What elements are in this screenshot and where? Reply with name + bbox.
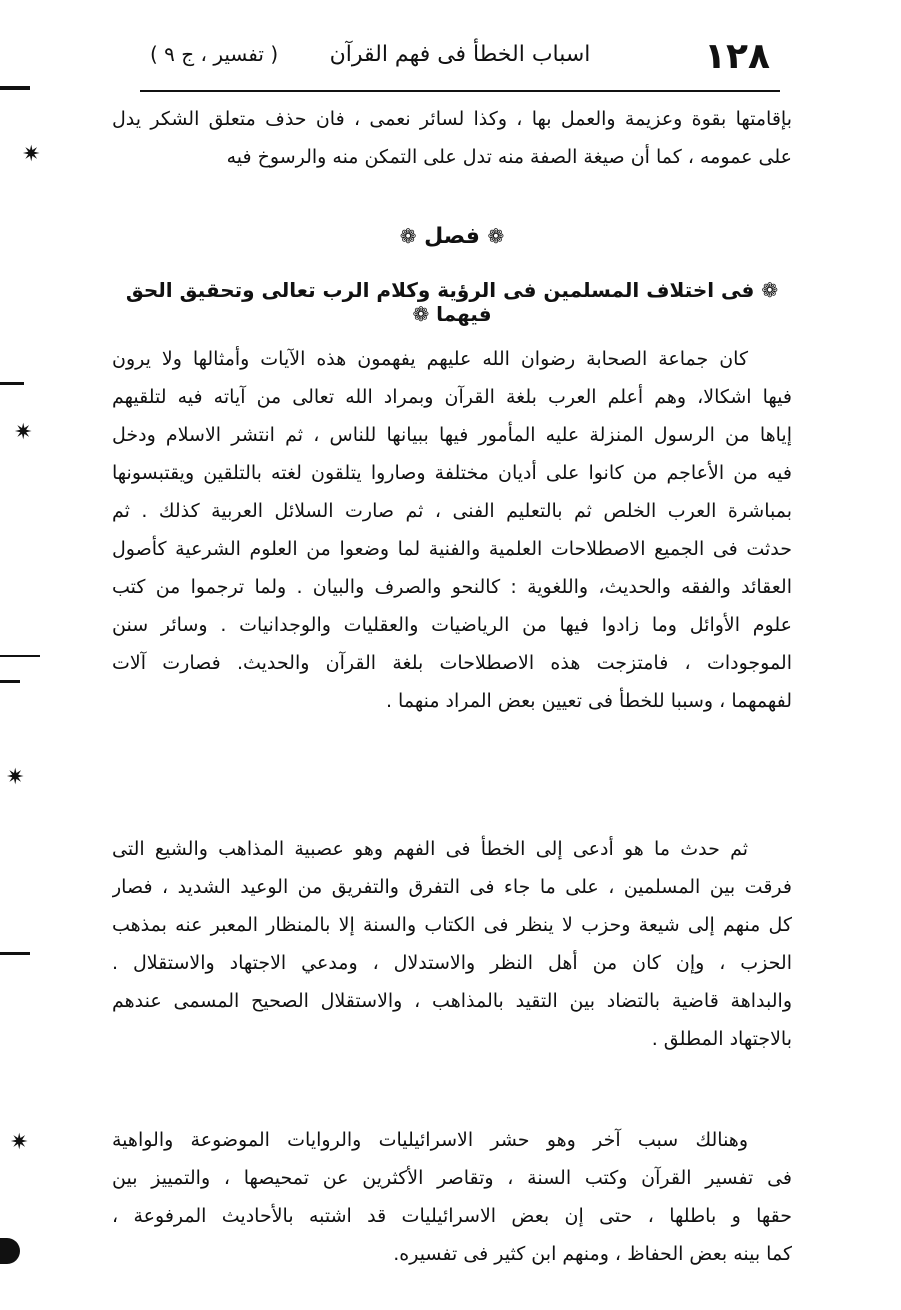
text-line: إياها من الرسول المنزلة عليه المأمور فيها ببيانها للناس ، ثم انتشر الاسلام ودخل xyxy=(112,424,792,446)
paragraph-continuation xyxy=(112,100,792,176)
ornament-icon: ❁ xyxy=(761,278,779,302)
paragraph xyxy=(112,1120,792,1272)
text-line: كان جماعة الصحابة رضوان الله عليهم يفهمون هذه الآيات وأمثالها ولا يرون xyxy=(112,348,748,370)
text-line: بمباشرة العرب الخلص ثم بالتعليم الفنى ، ثم صارت السلائل العربية كذلك . ثم xyxy=(112,500,792,522)
text-line: فى تفسير القرآن وكتب السنة ، وتقاصر الأكثرين عن تمحيصها ، والتمييز بين xyxy=(112,1167,792,1189)
text-line: وهنالك سبب آخر وهو حشر الاسرائيليات والروايات الموضوعة والواهية xyxy=(112,1129,748,1151)
section-title: فصل xyxy=(424,224,480,249)
running-title: اسباب الخطأ فى فهم القرآن xyxy=(329,42,591,67)
text-line: بالاجتهاد المطلق . xyxy=(651,1028,792,1050)
section-subheading xyxy=(112,278,792,326)
ornament-icon: ❁ xyxy=(487,224,505,248)
text-line: حدثت فى الجميع الاصطلاحات العلمية والفنية لما وضعوا من العلوم الشرعية كأصول xyxy=(112,538,792,560)
text-line: فيه من الأعاجم من كانوا على أديان مختلفة وصاروا يتلقون لغته بالتلقين ويقتبسونها xyxy=(112,462,792,484)
margin-dash xyxy=(0,382,24,385)
margin-dash xyxy=(0,86,30,90)
text-line: فيها اشكالا، وهم أعلم العرب بلغة القرآن وبمراد الله تعالى من آياته فيه لتلقيهم xyxy=(112,386,792,408)
text-line: الموجودات ، فامتزجت هذه الاصطلاحات بلغة القرآن والحديث. فصارت آلات xyxy=(112,652,792,674)
text-line: العقائد والفقه والحديث، واللغوية : كالنحو والصرف والبيان . ولما ترجموا من كتب xyxy=(112,576,792,598)
text-line: والبداهة قاضية بالتضاد بين التقيد بالمذاهب ، والاستقلال الصحيح المسمى عندهم xyxy=(112,990,792,1012)
text-line: بإقامتها بقوة وعزيمة والعمل بها ، وكذا لسائر نعمى ، فان حذف متعلق الشكر يدل xyxy=(112,108,792,130)
text-line: علوم الأوائل وما زادوا فيها من الرياضيات والعقليات والوجدانيات . وسائر سنن xyxy=(112,614,792,636)
section-subtitle: فى اختلاف المسلمين فى الرؤية وكلام الرب تعالى وتحقيق الحق فيهما xyxy=(125,278,755,326)
margin-dash xyxy=(0,952,30,955)
paragraph xyxy=(112,830,792,1058)
margin-dash xyxy=(0,1238,20,1264)
text-line: الحزب ، وإن كان من أهل النظر والاستدلال ، ومدعي الاجتهاد والاستقلال . xyxy=(112,952,792,974)
text-line: لفهمهما ، وسببا للخطأ فى تعيين بعض المراد منهما . xyxy=(385,690,792,712)
margin-blot: ✷ xyxy=(6,765,25,790)
margin-blot: ✷ xyxy=(10,1130,29,1155)
running-header xyxy=(140,30,780,92)
section-heading xyxy=(112,224,792,249)
margin-dash xyxy=(0,655,40,657)
text-line: حقها و باطلها ، حتى إن بعض الاسرائيليات قد اشتبه بالأحاديث المرفوعة ، xyxy=(112,1205,792,1227)
text-line: كل منهم إلى شيعة وحزب لا ينظر فى الكتاب والسنة إلا بالمنظار المعبر عنه بمذهب xyxy=(112,914,792,936)
margin-dash xyxy=(0,680,20,683)
paragraph xyxy=(112,340,792,720)
ornament-icon: ❁ xyxy=(399,224,417,248)
series-reference: ( تفسير ، ج ٩ ) xyxy=(150,42,279,66)
text-line: ثم حدث ما هو أدعى إلى الخطأ فى الفهم وهو عصبية المذاهب والشيع التى xyxy=(112,838,748,860)
text-line: فرقت بين المسلمين ، على ما جاء فى التفرق والتفريق من الوعيد الشديد ، فصار xyxy=(112,876,792,898)
text-line: كما بينه بعض الحفاظ ، ومنهم ابن كثير فى تفسيره. xyxy=(393,1243,792,1265)
margin-blot: ✷ xyxy=(22,142,41,167)
page-number: ١٢٨ xyxy=(704,36,770,77)
ornament-icon: ❁ xyxy=(412,302,430,326)
margin-blot: ✷ xyxy=(14,420,33,445)
text-line: على عمومه ، كما أن صيغة الصفة منه تدل على التمكن منه والرسوخ فيه xyxy=(226,146,792,168)
